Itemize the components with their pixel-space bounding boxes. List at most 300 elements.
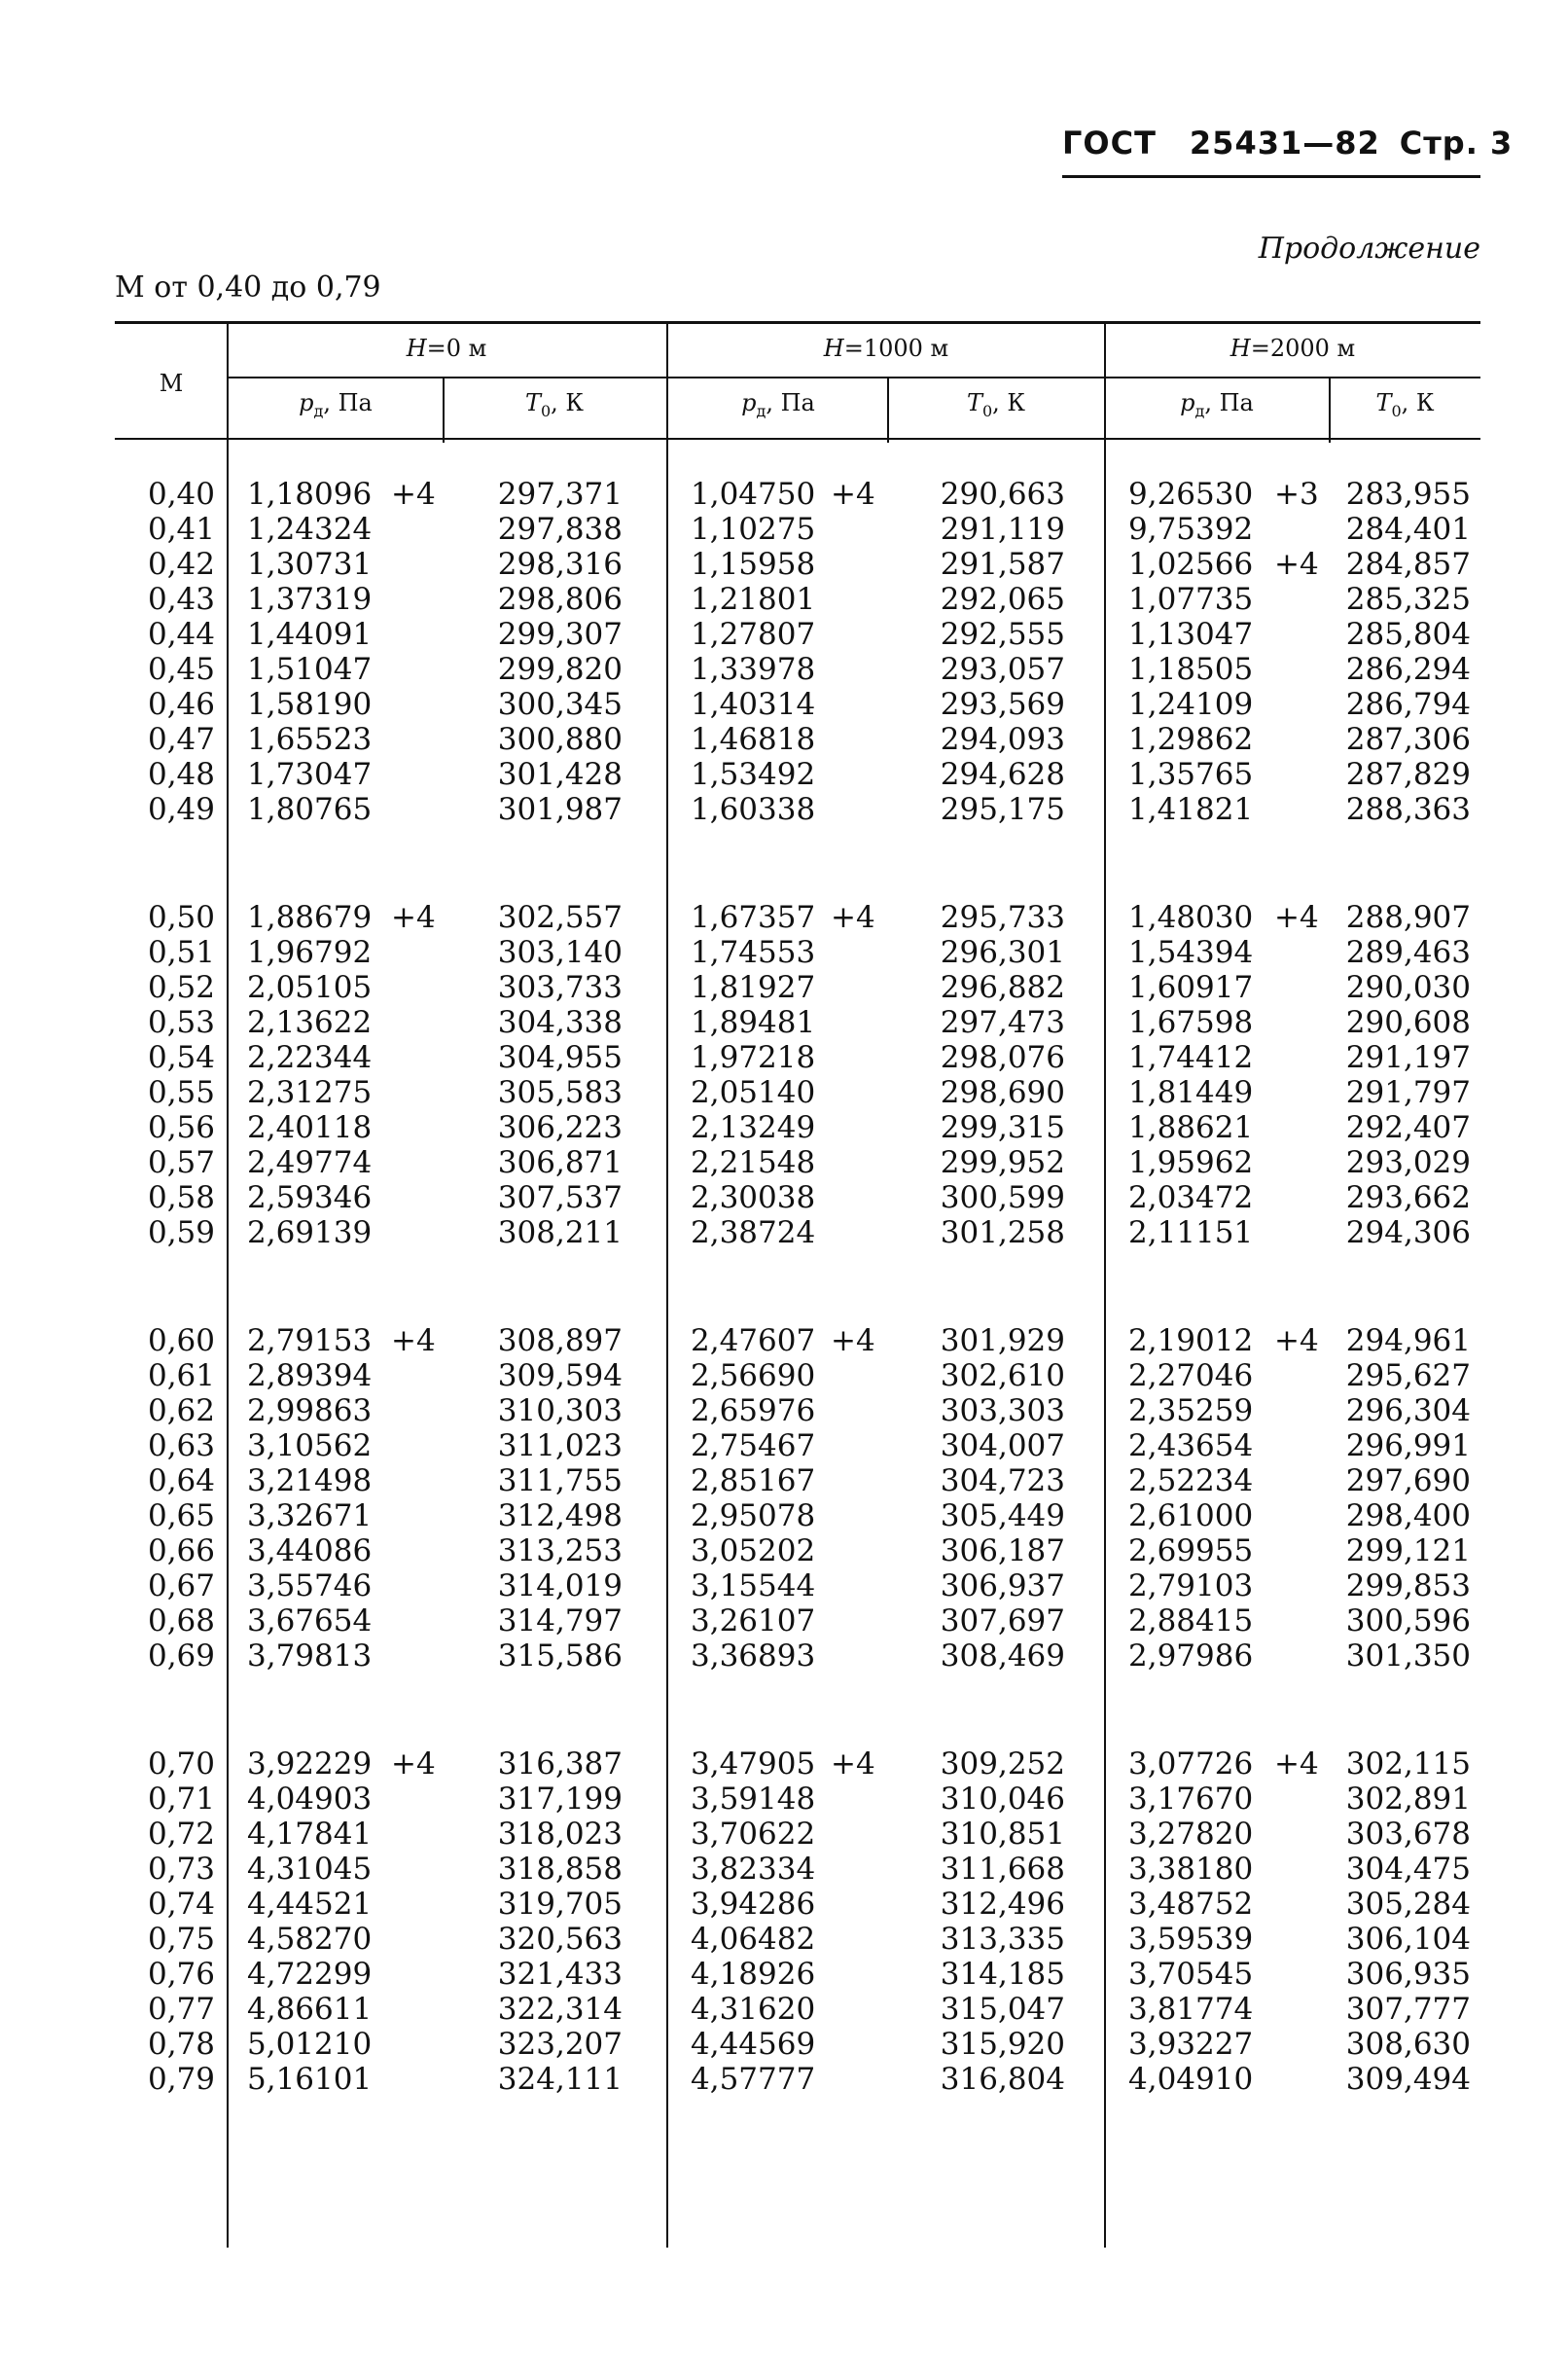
pressure-h0: 1,80765 bbox=[247, 792, 373, 827]
temperature-h2000: 287,829 bbox=[1345, 757, 1471, 792]
temperature-h2000: 285,804 bbox=[1345, 617, 1471, 652]
temperature-h1000: 295,733 bbox=[940, 900, 1065, 935]
temperature-h1000: 295,175 bbox=[940, 792, 1065, 827]
exponent-marker: +4 bbox=[1274, 1323, 1319, 1358]
pressure-h0: 1,58190 bbox=[247, 687, 373, 722]
pressure-h1000: 2,13249 bbox=[691, 1110, 816, 1145]
row-header-m: М bbox=[159, 370, 184, 397]
pressure-h2000: 2,61000 bbox=[1128, 1498, 1254, 1533]
pressure-h1000: 3,05202 bbox=[691, 1533, 816, 1568]
temperature-h2000: 291,797 bbox=[1345, 1075, 1471, 1110]
temperature-h2000: 284,401 bbox=[1345, 512, 1471, 547]
mach-value: 0,65 bbox=[147, 1498, 215, 1533]
exponent-marker: +4 bbox=[831, 900, 875, 935]
pressure-h0: 1,44091 bbox=[247, 617, 373, 652]
temperature-h1000: 306,187 bbox=[940, 1533, 1065, 1568]
temperature-h1000: 300,599 bbox=[940, 1180, 1065, 1215]
temperature-h2000: 298,400 bbox=[1345, 1498, 1471, 1533]
pressure-h2000: 3,48752 bbox=[1128, 1887, 1254, 1922]
pressure-h1000: 4,18926 bbox=[691, 1957, 816, 1992]
pressure-h2000: 1,74412 bbox=[1128, 1040, 1254, 1075]
pressure-h1000: 4,44569 bbox=[691, 2027, 816, 2062]
pressure-h0: 4,31045 bbox=[247, 1852, 373, 1887]
mach-value: 0,40 bbox=[147, 477, 215, 512]
temperature-h1000: 313,335 bbox=[940, 1922, 1065, 1957]
exponent-marker: +4 bbox=[391, 900, 436, 935]
temperature-h0: 318,023 bbox=[497, 1817, 623, 1852]
pressure-h2000: 3,81774 bbox=[1128, 1992, 1254, 2027]
pressure-h2000: 2,88415 bbox=[1128, 1603, 1254, 1638]
temperature-h0: 306,871 bbox=[497, 1145, 623, 1180]
pressure-h0: 4,04903 bbox=[247, 1782, 373, 1817]
temperature-h0: 311,023 bbox=[497, 1428, 623, 1463]
pressure-h0: 5,01210 bbox=[247, 2027, 373, 2062]
temperature-h1000: 314,185 bbox=[940, 1957, 1065, 1992]
pressure-h0: 2,49774 bbox=[247, 1145, 373, 1180]
table-header-divider bbox=[228, 377, 1480, 378]
temperature-h2000: 309,494 bbox=[1345, 2062, 1471, 2097]
mach-value: 0,42 bbox=[147, 547, 215, 582]
exponent-marker: +4 bbox=[831, 1746, 875, 1782]
pressure-h2000: 1,54394 bbox=[1128, 935, 1254, 970]
pressure-h2000: 2,11151 bbox=[1128, 1215, 1254, 1250]
pressure-h1000: 3,70622 bbox=[691, 1817, 816, 1852]
exponent-marker: +4 bbox=[391, 1323, 436, 1358]
temperature-h0: 311,755 bbox=[497, 1463, 623, 1498]
temperature-h1000: 301,929 bbox=[940, 1323, 1065, 1358]
temperature-h1000: 292,555 bbox=[940, 617, 1065, 652]
mach-value: 0,55 bbox=[147, 1075, 215, 1110]
temperature-h0: 301,987 bbox=[497, 792, 623, 827]
mach-value: 0,76 bbox=[147, 1957, 215, 1992]
pressure-h2000: 2,03472 bbox=[1128, 1180, 1254, 1215]
temperature-h1000: 301,258 bbox=[940, 1215, 1065, 1250]
pressure-h2000: 9,75392 bbox=[1128, 512, 1254, 547]
temperature-h2000: 308,630 bbox=[1345, 2027, 1471, 2062]
temperature-h0: 297,838 bbox=[497, 512, 623, 547]
pressure-h0: 2,59346 bbox=[247, 1180, 373, 1215]
temperature-h1000: 290,663 bbox=[940, 477, 1065, 512]
pressure-h0: 2,05105 bbox=[247, 970, 373, 1005]
mach-value: 0,47 bbox=[147, 722, 215, 757]
temperature-h2000: 294,961 bbox=[1345, 1323, 1471, 1358]
pressure-h1000: 2,05140 bbox=[691, 1075, 816, 1110]
mach-value: 0,60 bbox=[147, 1323, 215, 1358]
temperature-h0: 321,433 bbox=[497, 1957, 623, 1992]
temperature-h1000: 304,007 bbox=[940, 1428, 1065, 1463]
temperature-h1000: 299,952 bbox=[940, 1145, 1065, 1180]
temperature-h2000: 305,284 bbox=[1345, 1887, 1471, 1922]
temperature-h2000: 294,306 bbox=[1345, 1215, 1471, 1250]
temperature-h2000: 289,463 bbox=[1345, 935, 1471, 970]
pressure-h1000: 3,15544 bbox=[691, 1568, 816, 1603]
mach-value: 0,57 bbox=[147, 1145, 215, 1180]
pressure-h0: 2,99863 bbox=[247, 1393, 373, 1428]
temperature-h1000: 294,628 bbox=[940, 757, 1065, 792]
temperature-h2000: 303,678 bbox=[1345, 1817, 1471, 1852]
temperature-h2000: 307,777 bbox=[1345, 1992, 1471, 2027]
mach-value: 0,78 bbox=[147, 2027, 215, 2062]
temperature-h0: 314,019 bbox=[497, 1568, 623, 1603]
pressure-h2000: 1,81449 bbox=[1128, 1075, 1254, 1110]
pressure-h1000: 3,94286 bbox=[691, 1887, 816, 1922]
pressure-h1000: 1,53492 bbox=[691, 757, 816, 792]
temperature-h2000: 296,991 bbox=[1345, 1428, 1471, 1463]
temperature-h2000: 299,121 bbox=[1345, 1533, 1471, 1568]
mach-value: 0,49 bbox=[147, 792, 215, 827]
temperature-h2000: 304,475 bbox=[1345, 1852, 1471, 1887]
temperature-h2000: 292,407 bbox=[1345, 1110, 1471, 1145]
temperature-h1000: 305,449 bbox=[940, 1498, 1065, 1533]
pressure-h2000: 1,13047 bbox=[1128, 617, 1254, 652]
pressure-h2000: 2,19012 bbox=[1128, 1323, 1254, 1358]
mach-value: 0,43 bbox=[147, 582, 215, 617]
pressure-h2000: 1,88621 bbox=[1128, 1110, 1254, 1145]
temperature-h1000: 293,057 bbox=[940, 652, 1065, 687]
pressure-h1000: 1,67357 bbox=[691, 900, 816, 935]
exponent-marker: +4 bbox=[831, 1323, 875, 1358]
pressure-h0: 2,22344 bbox=[247, 1040, 373, 1075]
pressure-h0: 1,24324 bbox=[247, 512, 373, 547]
temperature-h0: 310,303 bbox=[497, 1393, 623, 1428]
pressure-h2000: 2,27046 bbox=[1128, 1358, 1254, 1393]
pressure-h0: 3,21498 bbox=[247, 1463, 373, 1498]
pressure-h0: 4,86611 bbox=[247, 1992, 373, 2027]
pressure-h0: 2,89394 bbox=[247, 1358, 373, 1393]
pressure-h2000: 3,38180 bbox=[1128, 1852, 1254, 1887]
pressure-h1000: 2,30038 bbox=[691, 1180, 816, 1215]
temperature-h0: 304,955 bbox=[497, 1040, 623, 1075]
temperature-h1000: 298,076 bbox=[940, 1040, 1065, 1075]
temperature-h1000: 307,697 bbox=[940, 1603, 1065, 1638]
pressure-h0: 3,92229 bbox=[247, 1746, 373, 1782]
pressure-h0: 5,16101 bbox=[247, 2062, 373, 2097]
temperature-h0: 316,387 bbox=[497, 1746, 623, 1782]
group-header-1: H=1000 м bbox=[823, 335, 949, 362]
standard-number: 25431—82 bbox=[1189, 125, 1380, 162]
pressure-h1000: 1,10275 bbox=[691, 512, 816, 547]
temperature-h1000: 296,301 bbox=[940, 935, 1065, 970]
pressure-h1000: 3,36893 bbox=[691, 1638, 816, 1674]
mach-value: 0,58 bbox=[147, 1180, 215, 1215]
temperature-h1000: 306,937 bbox=[940, 1568, 1065, 1603]
mach-value: 0,56 bbox=[147, 1110, 215, 1145]
mach-value: 0,54 bbox=[147, 1040, 215, 1075]
pressure-h0: 2,40118 bbox=[247, 1110, 373, 1145]
pressure-h1000: 2,95078 bbox=[691, 1498, 816, 1533]
mach-value: 0,44 bbox=[147, 617, 215, 652]
temperature-h2000: 287,306 bbox=[1345, 722, 1471, 757]
pressure-h2000: 2,69955 bbox=[1128, 1533, 1254, 1568]
temperature-h2000: 295,627 bbox=[1345, 1358, 1471, 1393]
pressure-h1000: 4,31620 bbox=[691, 1992, 816, 2027]
temperature-h0: 320,563 bbox=[497, 1922, 623, 1957]
pressure-h0: 1,96792 bbox=[247, 935, 373, 970]
pressure-h2000: 2,79103 bbox=[1128, 1568, 1254, 1603]
temperature-h2000: 302,115 bbox=[1345, 1746, 1471, 1782]
pressure-h1000: 1,89481 bbox=[691, 1005, 816, 1040]
pressure-h1000: 1,60338 bbox=[691, 792, 816, 827]
pressure-h0: 1,18096 bbox=[247, 477, 373, 512]
pressure-h0: 2,13622 bbox=[247, 1005, 373, 1040]
column-divider-2 bbox=[666, 321, 668, 2248]
temperature-h0: 302,557 bbox=[497, 900, 623, 935]
temperature-h1000: 315,047 bbox=[940, 1992, 1065, 2027]
temperature-h2000: 285,325 bbox=[1345, 582, 1471, 617]
page-header bbox=[1062, 125, 1514, 162]
exponent-marker: +3 bbox=[1274, 477, 1319, 512]
temperature-h0: 301,428 bbox=[497, 757, 623, 792]
temperature-header-0: $T_0$, К bbox=[524, 389, 585, 420]
pressure-h2000: 1,60917 bbox=[1128, 970, 1254, 1005]
pressure-h0: 1,30731 bbox=[247, 547, 373, 582]
temperature-h0: 300,345 bbox=[497, 687, 623, 722]
temperature-h1000: 294,093 bbox=[940, 722, 1065, 757]
exponent-marker: +4 bbox=[1274, 547, 1319, 582]
temperature-h1000: 292,065 bbox=[940, 582, 1065, 617]
temperature-h1000: 315,920 bbox=[940, 2027, 1065, 2062]
pressure-h0: 4,72299 bbox=[247, 1957, 373, 1992]
temperature-h0: 308,897 bbox=[497, 1323, 623, 1358]
mach-value: 0,72 bbox=[147, 1817, 215, 1852]
pressure-h0: 2,79153 bbox=[247, 1323, 373, 1358]
pressure-h1000: 1,40314 bbox=[691, 687, 816, 722]
temperature-h2000: 286,294 bbox=[1345, 652, 1471, 687]
pressure-h2000: 1,18505 bbox=[1128, 652, 1254, 687]
temperature-h0: 298,806 bbox=[497, 582, 623, 617]
pressure-h1000: 2,47607 bbox=[691, 1323, 816, 1358]
pressure-h2000: 3,93227 bbox=[1128, 2027, 1254, 2062]
mach-value: 0,66 bbox=[147, 1533, 215, 1568]
pressure-h1000: 1,97218 bbox=[691, 1040, 816, 1075]
temperature-h1000: 312,496 bbox=[940, 1887, 1065, 1922]
temperature-h2000: 288,907 bbox=[1345, 900, 1471, 935]
pressure-h2000: 4,04910 bbox=[1128, 2062, 1254, 2097]
group-header-2: H=2000 м bbox=[1229, 335, 1356, 362]
temperature-h2000: 291,197 bbox=[1345, 1040, 1471, 1075]
temperature-h2000: 286,794 bbox=[1345, 687, 1471, 722]
temperature-h0: 314,797 bbox=[497, 1603, 623, 1638]
temperature-h2000: 290,030 bbox=[1345, 970, 1471, 1005]
pressure-header-0: $р_д$, Па bbox=[299, 389, 373, 420]
mach-value: 0,77 bbox=[147, 1992, 215, 2027]
pressure-h0: 3,32671 bbox=[247, 1498, 373, 1533]
temperature-h2000: 302,891 bbox=[1345, 1782, 1471, 1817]
mach-value: 0,71 bbox=[147, 1782, 215, 1817]
pressure-h1000: 1,33978 bbox=[691, 652, 816, 687]
pressure-h2000: 1,67598 bbox=[1128, 1005, 1254, 1040]
pressure-h1000: 3,47905 bbox=[691, 1746, 816, 1782]
pressure-h1000: 2,75467 bbox=[691, 1428, 816, 1463]
exponent-marker: +4 bbox=[391, 477, 436, 512]
pressure-h2000: 1,02566 bbox=[1128, 547, 1254, 582]
exponent-marker: +4 bbox=[1274, 1746, 1319, 1782]
pressure-h0: 3,55746 bbox=[247, 1568, 373, 1603]
pressure-h1000: 2,85167 bbox=[691, 1463, 816, 1498]
mach-value: 0,63 bbox=[147, 1428, 215, 1463]
pressure-h0: 1,37319 bbox=[247, 582, 373, 617]
temperature-h0: 307,537 bbox=[497, 1180, 623, 1215]
pressure-h0: 3,44086 bbox=[247, 1533, 373, 1568]
temperature-h2000: 293,662 bbox=[1345, 1180, 1471, 1215]
temperature-h1000: 302,610 bbox=[940, 1358, 1065, 1393]
pressure-h2000: 3,59539 bbox=[1128, 1922, 1254, 1957]
mach-value: 0,70 bbox=[147, 1746, 215, 1782]
temperature-h1000: 311,668 bbox=[940, 1852, 1065, 1887]
temperature-h1000: 293,569 bbox=[940, 687, 1065, 722]
pressure-h1000: 3,59148 bbox=[691, 1782, 816, 1817]
pressure-h2000: 1,48030 bbox=[1128, 900, 1254, 935]
temperature-h0: 313,253 bbox=[497, 1533, 623, 1568]
pressure-h2000: 2,35259 bbox=[1128, 1393, 1254, 1428]
mach-value: 0,74 bbox=[147, 1887, 215, 1922]
temperature-h0: 303,140 bbox=[497, 935, 623, 970]
pressure-h0: 4,17841 bbox=[247, 1817, 373, 1852]
pressure-h2000: 2,52234 bbox=[1128, 1463, 1254, 1498]
mach-value: 0,64 bbox=[147, 1463, 215, 1498]
pressure-h2000: 3,17670 bbox=[1128, 1782, 1254, 1817]
mach-value: 0,67 bbox=[147, 1568, 215, 1603]
temperature-h1000: 308,469 bbox=[940, 1638, 1065, 1674]
temperature-h2000: 290,608 bbox=[1345, 1005, 1471, 1040]
pressure-h2000: 1,41821 bbox=[1128, 792, 1254, 827]
pressure-h1000: 1,74553 bbox=[691, 935, 816, 970]
standard-label: ГОСТ bbox=[1062, 125, 1157, 162]
pressure-h2000: 2,43654 bbox=[1128, 1428, 1254, 1463]
mach-value: 0,48 bbox=[147, 757, 215, 792]
pressure-h2000: 2,97986 bbox=[1128, 1638, 1254, 1674]
temperature-h0: 298,316 bbox=[497, 547, 623, 582]
pressure-h1000: 1,15958 bbox=[691, 547, 816, 582]
temperature-h0: 300,880 bbox=[497, 722, 623, 757]
pressure-h1000: 1,21801 bbox=[691, 582, 816, 617]
temperature-h2000: 297,690 bbox=[1345, 1463, 1471, 1498]
temperature-h0: 299,307 bbox=[497, 617, 623, 652]
pressure-h2000: 3,07726 bbox=[1128, 1746, 1254, 1782]
temperature-h2000: 293,029 bbox=[1345, 1145, 1471, 1180]
temperature-h1000: 291,119 bbox=[940, 512, 1065, 547]
mach-value: 0,51 bbox=[147, 935, 215, 970]
continuation-label: Продолжение bbox=[1258, 232, 1480, 266]
pressure-h1000: 2,65976 bbox=[691, 1393, 816, 1428]
pressure-h0: 1,73047 bbox=[247, 757, 373, 792]
temperature-h2000: 306,104 bbox=[1345, 1922, 1471, 1957]
mach-value: 0,69 bbox=[147, 1638, 215, 1674]
pressure-h2000: 1,35765 bbox=[1128, 757, 1254, 792]
pressure-h2000: 3,27820 bbox=[1128, 1817, 1254, 1852]
pressure-h0: 3,10562 bbox=[247, 1428, 373, 1463]
pressure-h2000: 9,26530 bbox=[1128, 477, 1254, 512]
temperature-h0: 322,314 bbox=[497, 1992, 623, 2027]
temperature-h0: 323,207 bbox=[497, 2027, 623, 2062]
mach-value: 0,73 bbox=[147, 1852, 215, 1887]
group-header-0: H=0 м bbox=[406, 335, 487, 362]
temperature-h0: 319,705 bbox=[497, 1887, 623, 1922]
temperature-h1000: 303,303 bbox=[940, 1393, 1065, 1428]
pressure-h2000: 1,95962 bbox=[1128, 1145, 1254, 1180]
temperature-h2000: 284,857 bbox=[1345, 547, 1471, 582]
temperature-h0: 299,820 bbox=[497, 652, 623, 687]
table-top-rule bbox=[115, 321, 1480, 324]
mach-value: 0,41 bbox=[147, 512, 215, 547]
mach-value: 0,46 bbox=[147, 687, 215, 722]
temperature-h1000: 310,046 bbox=[940, 1782, 1065, 1817]
pressure-h1000: 2,21548 bbox=[691, 1145, 816, 1180]
pressure-h1000: 4,06482 bbox=[691, 1922, 816, 1957]
temperature-h0: 315,586 bbox=[497, 1638, 623, 1674]
mach-value: 0,45 bbox=[147, 652, 215, 687]
pressure-h0: 1,88679 bbox=[247, 900, 373, 935]
pressure-h2000: 1,24109 bbox=[1128, 687, 1254, 722]
temperature-h1000: 297,473 bbox=[940, 1005, 1065, 1040]
temperature-h2000: 296,304 bbox=[1345, 1393, 1471, 1428]
pressure-header-2: $р_д$, Па bbox=[1180, 389, 1254, 420]
temperature-h2000: 306,935 bbox=[1345, 1957, 1471, 1992]
column-divider-4 bbox=[1104, 321, 1106, 2248]
temperature-h0: 306,223 bbox=[497, 1110, 623, 1145]
temperature-h1000: 296,882 bbox=[940, 970, 1065, 1005]
pressure-h0: 1,51047 bbox=[247, 652, 373, 687]
temperature-h0: 304,338 bbox=[497, 1005, 623, 1040]
page-number: Стр. 3 bbox=[1399, 125, 1514, 162]
temperature-header-1: $T_0$, К bbox=[966, 389, 1026, 420]
temperature-h0: 309,594 bbox=[497, 1358, 623, 1393]
temperature-h0: 317,199 bbox=[497, 1782, 623, 1817]
mach-value: 0,75 bbox=[147, 1922, 215, 1957]
temperature-h2000: 288,363 bbox=[1345, 792, 1471, 827]
mach-value: 0,79 bbox=[147, 2062, 215, 2097]
column-divider-0 bbox=[227, 321, 229, 2248]
pressure-h0: 2,31275 bbox=[247, 1075, 373, 1110]
temperature-h0: 297,371 bbox=[497, 477, 623, 512]
mach-value: 0,50 bbox=[147, 900, 215, 935]
mach-value: 0,61 bbox=[147, 1358, 215, 1393]
pressure-h0: 4,44521 bbox=[247, 1887, 373, 1922]
pressure-h0: 2,69139 bbox=[247, 1215, 373, 1250]
temperature-h0: 324,111 bbox=[497, 2062, 623, 2097]
temperature-h1000: 299,315 bbox=[940, 1110, 1065, 1145]
mach-value: 0,53 bbox=[147, 1005, 215, 1040]
temperature-h1000: 310,851 bbox=[940, 1817, 1065, 1852]
temperature-h2000: 301,350 bbox=[1345, 1638, 1471, 1674]
temperature-h2000: 283,955 bbox=[1345, 477, 1471, 512]
pressure-h0: 3,79813 bbox=[247, 1638, 373, 1674]
mach-value: 0,62 bbox=[147, 1393, 215, 1428]
temperature-h2000: 300,596 bbox=[1345, 1603, 1471, 1638]
pressure-h1000: 3,26107 bbox=[691, 1603, 816, 1638]
pressure-h2000: 3,70545 bbox=[1128, 1957, 1254, 1992]
pressure-header-1: $р_д$, Па bbox=[741, 389, 815, 420]
pressure-h0: 1,65523 bbox=[247, 722, 373, 757]
temperature-h1000: 309,252 bbox=[940, 1746, 1065, 1782]
temperature-h0: 312,498 bbox=[497, 1498, 623, 1533]
temperature-h2000: 299,853 bbox=[1345, 1568, 1471, 1603]
pressure-h1000: 1,27807 bbox=[691, 617, 816, 652]
temperature-header-2: $T_0$, К bbox=[1375, 389, 1435, 420]
temperature-h1000: 304,723 bbox=[940, 1463, 1065, 1498]
temperature-h0: 303,733 bbox=[497, 970, 623, 1005]
temperature-h0: 308,211 bbox=[497, 1215, 623, 1250]
temperature-h0: 305,583 bbox=[497, 1075, 623, 1110]
pressure-h1000: 1,46818 bbox=[691, 722, 816, 757]
pressure-h1000: 3,82334 bbox=[691, 1852, 816, 1887]
exponent-marker: +4 bbox=[391, 1746, 436, 1782]
pressure-h2000: 1,29862 bbox=[1128, 722, 1254, 757]
mach-value: 0,68 bbox=[147, 1603, 215, 1638]
pressure-h1000: 2,56690 bbox=[691, 1358, 816, 1393]
mach-value: 0,52 bbox=[147, 970, 215, 1005]
temperature-h1000: 298,690 bbox=[940, 1075, 1065, 1110]
